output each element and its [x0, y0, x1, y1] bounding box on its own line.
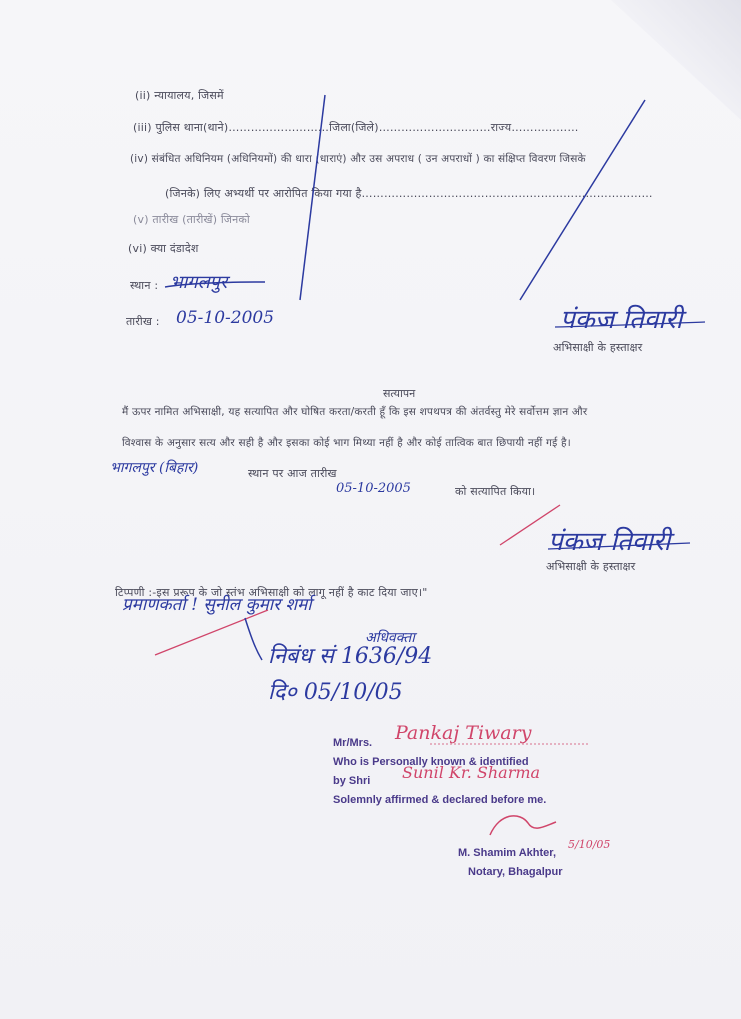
notary-mr-name: Pankaj Tiwary [395, 722, 532, 744]
date-label: तारीख : [126, 315, 160, 328]
form-item-vi: (vi) क्या दंडादेश [128, 242, 199, 255]
handwritten-line-4: दि० 05/10/05 [268, 680, 403, 705]
date-value: 05-10-2005 [176, 308, 275, 328]
oath-line-2: विश्वास के अनुसार सत्य और सही है और इसका कोई भाग मिथ्या नहीं है और कोई तात्विक बात छिपायी नहीं गई है। [122, 437, 571, 449]
notary-signature [490, 816, 556, 835]
notary-name: M. Shamim Akhter, [458, 847, 557, 859]
notary-by-label: by Shri [333, 775, 371, 787]
signature-2: पंकज तिवारी [548, 527, 671, 557]
signature-caption-2: अभिसाक्षी के हस्ताक्षर [546, 560, 636, 573]
form-item-iv-line1: (iv) संबंधित अधिनियम (अधिनियमों) की धारा (धाराएं) और उस अपराध ( उन अपराधों ) का संक्षिप्त विवरण जिसके [130, 153, 586, 165]
oath-heading: सत्यापन [383, 387, 416, 400]
oath-place: भागलपुर (बिहार) [110, 460, 199, 476]
form-item-ii: (ii) न्यायालय, जिसमें [135, 89, 224, 102]
handwritten-line-1: प्रमाणकर्ता ! सुनील कुमार शर्मा [122, 595, 312, 615]
form-item-iii: (iii) पुलिस थाना(थाने)………………………जिला(जिले)…………………………राज्य……………… [133, 121, 579, 134]
oath-line-3-end: को सत्यापित किया। [455, 485, 536, 498]
oath-line-1: मैं ऊपर नामित अभिसाक्षी, यह सत्यापित और घोषित करता/करती हूँ कि इस शपथपत्र की अंतर्वस्तु मेरे सर्वोत्तम ज्ञान और [122, 406, 588, 418]
notary-line-2: Who is Personally known & identified [333, 756, 529, 768]
notary-sig-date: 5/10/05 [568, 838, 611, 851]
oath-line-3-mid: स्थान पर आज तारीख [248, 467, 337, 480]
notary-by-name: Sunil Kr. Sharma [402, 763, 541, 782]
notary-mr-label: Mr/Mrs. [333, 737, 373, 749]
page-fold [611, 0, 741, 120]
form-item-v: (v) तारीख (तारीखें) जिनको [133, 213, 250, 226]
red-tick-2 [155, 610, 268, 655]
signature-caption-1: अभिसाक्षी के हस्ताक्षर [553, 341, 643, 354]
form-item-iv-line2: (जिनके) लिए अभ्यर्थी पर आरोपित किया गया है…………………………………………………………………… [165, 187, 653, 200]
oath-date: 05-10-2005 [336, 481, 411, 496]
notary-title: Notary, Bhagalpur [468, 866, 563, 878]
place-value: भागलपुर [170, 272, 228, 293]
place-label: स्थान : [130, 279, 159, 292]
handwritten-line-3: निबंध सं 1636/94 [268, 644, 433, 669]
note-text: टिप्पणी :-इस प्ररूप के जो स्तंभ अभिसाक्षी को लागू नहीं है काट दिया जाए।" [115, 586, 428, 599]
bracket-stroke [245, 618, 262, 660]
notary-line-4: Solemnly affirmed & declared before me. [333, 794, 547, 806]
signature-1: पंकज तिवारी [560, 305, 683, 335]
handwritten-line-2: अधिवक्ता [365, 630, 415, 646]
